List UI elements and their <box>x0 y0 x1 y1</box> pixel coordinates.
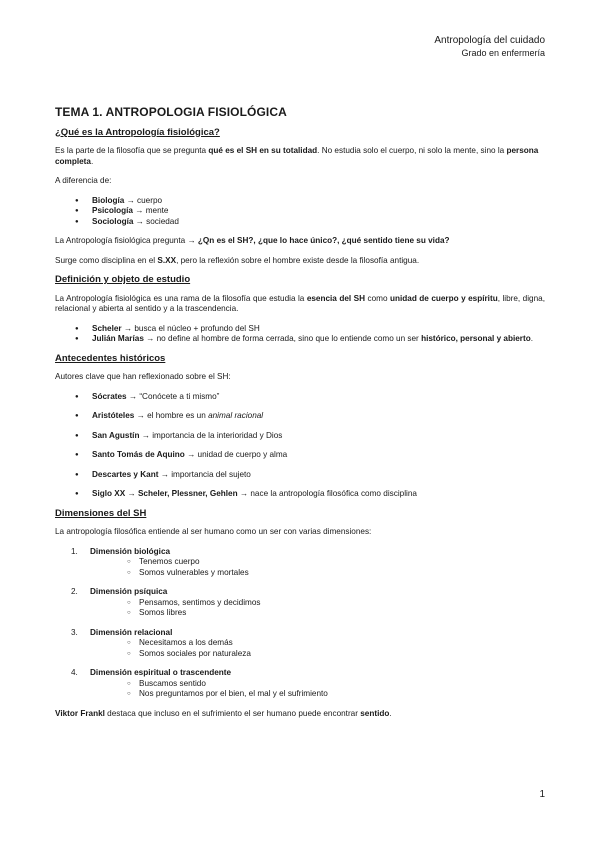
list-item: ● Scheler → busca el núcleo + profundo del SH <box>75 324 545 335</box>
list-item: ○ Pensamos, sentimos y decidimos <box>127 598 545 609</box>
document-body <box>55 107 545 728</box>
sub-list <box>90 598 545 619</box>
list-item: ● Julián Marías → no define al hombre de forma cerrada, sino que lo entiende como un ser histórico, personal y abierto. <box>75 334 545 345</box>
list-item: ○ Necesitamos a los demás <box>127 638 545 649</box>
list-item: ○ Somos libres <box>127 608 545 619</box>
list-item: 3. Dimensión relacional ○ Necesitamos a los demás ○ Somos sociales por naturaleza <box>55 628 545 660</box>
list-item: ● Santo Tomás de Aquino → unidad de cuerpo y alma <box>75 450 545 461</box>
page-number: 1 <box>539 789 545 800</box>
section-heading-dimensiones: Dimensiones del SH <box>55 507 147 519</box>
list-item: ● San Agustín → importancia de la interioridad y Dios <box>75 431 545 442</box>
list-item: ● Siglo XX → Scheler, Plessner, Gehlen → nace la antropología filosófica como disciplina <box>75 489 545 500</box>
paragraph-frankl: Viktor Frankl destaca que incluso en el sufrimiento el ser humano puede encontrar sentido. <box>55 708 392 718</box>
section-heading-definicion: Definición y objeto de estudio <box>55 274 191 285</box>
sub-list <box>90 557 545 578</box>
list-item: 1. Dimensión biológica ○ Tenemos cuerpo ○ Somos vulnerables y mortales <box>55 547 545 579</box>
section-heading-que-es: ¿Qué es la Antropología fisiológica? <box>55 126 220 138</box>
paragraph-dimensiones-intro: La antropología filosófica entiende al ser humano como un ser con varias dimensiones: <box>55 527 372 536</box>
bullet-list-disciplines <box>55 196 545 228</box>
list-item: 2. Dimensión psíquica ○ Pensamos, sentimos y decidimos ○ Somos libres <box>55 587 545 619</box>
section-heading-antecedentes: Antecedentes históricos <box>55 352 166 364</box>
paragraph-definicion: La Antropología fisiológica es una rama de la filosofía que estudia la esencia del SH como unidad de cuerpo y espíritu, libre, digna, relacional y abierta al sentido y a la trascendencia. <box>55 293 545 313</box>
paragraph-antecedentes-intro: Autores clave que han reflexionado sobre el SH: <box>55 372 231 381</box>
list-item: 4. Dimensión espiritual o trascendente ○ Buscamos sentido ○ Nos preguntamos por el bien, el mal y el sufrimiento <box>55 668 545 700</box>
list-item: ● Sociología → sociedad <box>75 217 545 228</box>
list-item: ○ Somos vulnerables y mortales <box>127 568 545 579</box>
paragraph-origin: Surge como disciplina en el S.XX, pero la reflexión sobre el hombre existe desde la filosofía antigua. <box>55 255 420 265</box>
header-course-title: Antropología del cuidado <box>434 35 545 46</box>
bullet-list-historical-authors <box>55 392 545 500</box>
sub-list <box>90 679 545 700</box>
list-item: ● Biología → cuerpo <box>75 196 545 207</box>
numbered-list-dimensions <box>55 547 545 700</box>
sub-list <box>90 638 545 659</box>
list-item: ● Descartes y Kant → importancia del sujeto <box>75 470 545 481</box>
list-item: ○ Tenemos cuerpo <box>127 557 545 568</box>
page-header <box>434 35 545 59</box>
paragraph-definition: Es la parte de la filosofía que se pregunta qué es el SH en su totalidad. No estudia solo el cuerpo, ni solo la mente, sino la persona completa. <box>55 146 539 166</box>
list-item: ● Aristóteles → el hombre es un animal racional <box>75 411 545 422</box>
list-item: ● Psicología → mente <box>75 206 545 217</box>
list-item: ○ Somos sociales por naturaleza <box>127 649 545 660</box>
list-item: ○ Nos preguntamos por el bien, el mal y el sufrimiento <box>127 689 545 700</box>
paragraph-a-diferencia: A diferencia de: <box>55 176 112 185</box>
list-item: ○ Buscamos sentido <box>127 679 545 690</box>
header-degree: Grado en enfermería <box>461 48 545 58</box>
document-title: TEMA 1. ANTROPOLOGIA FISIOLÓGICA <box>55 105 287 119</box>
bullet-list-authors-definition <box>55 324 545 345</box>
list-item: ● Sócrates → “Conócete a ti mismo” <box>75 392 545 403</box>
paragraph-questions: La Antropología fisiológica pregunta → ¿Qn es el SH?, ¿que lo hace único?, ¿qué sentido tiene su vida? <box>55 236 450 245</box>
